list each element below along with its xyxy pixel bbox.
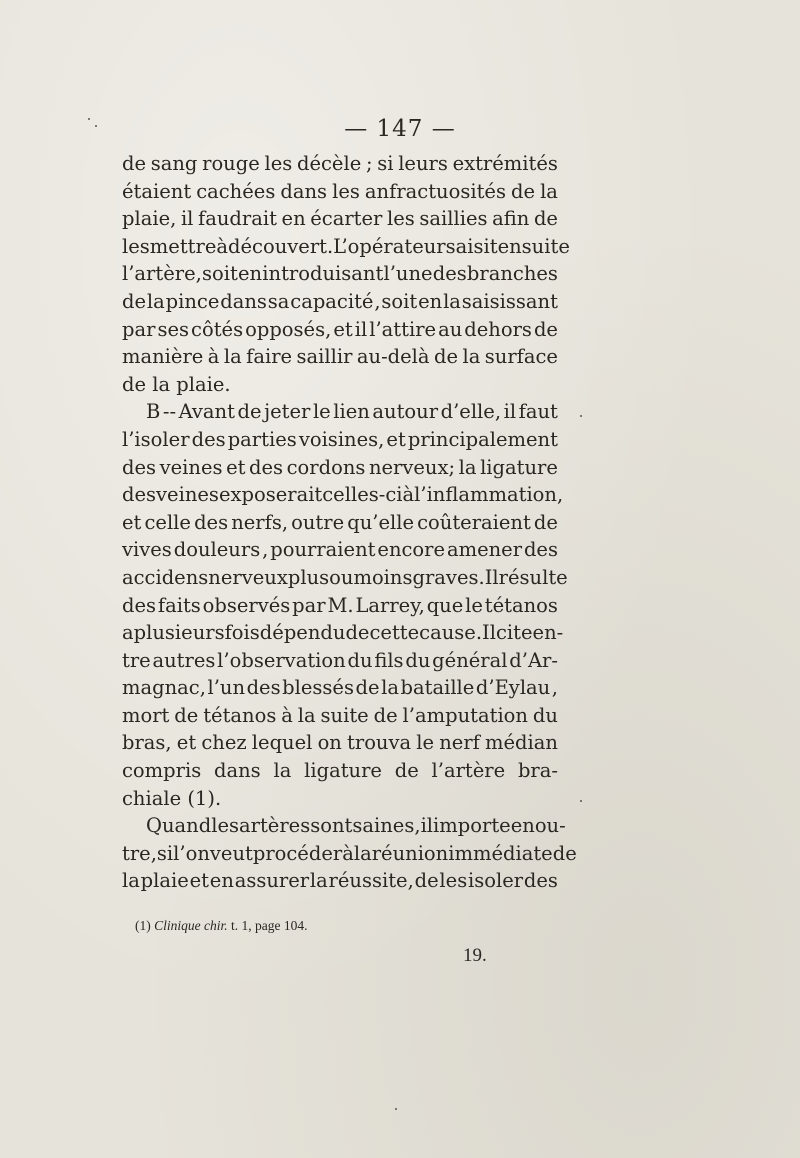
- paper-speck: [88, 118, 90, 120]
- paper-speck: [580, 800, 582, 802]
- text-line: et celle des nerfs, outre qu’elle coûteraient de: [122, 510, 558, 534]
- text-line: de sang rouge les décèle ; si leurs extrémités: [122, 152, 558, 175]
- footnote-reference: t. 1, page 104.: [231, 918, 308, 933]
- text-line: de la plaie.: [122, 372, 231, 396]
- text-line: manière à la faire saillir au-delà de la surface: [122, 345, 558, 369]
- text-line: compris dans la ligature de l’artère bra-: [122, 759, 558, 783]
- text-line: bras, et chez lequel on trouva le nerf médian: [122, 731, 558, 755]
- footnote: [135, 918, 308, 934]
- footnote-title: Clinique chir.: [154, 918, 228, 933]
- body-text: [122, 150, 577, 895]
- page-number-header: — 147 —: [344, 116, 456, 142]
- text-line: B -- Avant de jeter le lien autour d’elle, il faut: [146, 400, 558, 424]
- text-line: de la pince dans sa capacité , soit en la saisissant: [122, 289, 558, 313]
- text-line: la plaie et en assurer la réussite, de les isoler des: [122, 869, 558, 893]
- text-line: accidens nerveux plus ou moins graves. Il résulte: [122, 565, 568, 589]
- text-line: des veines et des cordons nerveux; la ligature: [122, 455, 558, 479]
- text-line: tre autres l’observation du fils du général d’Ar-: [122, 648, 558, 672]
- text-line: l’isoler des parties voisines, et principalement: [122, 427, 558, 451]
- signature-mark: 19.: [463, 945, 487, 966]
- text-line: des faits observés par M. Larrey, que le tétanos: [122, 593, 558, 617]
- text-line: les mettre à découvert. L’opérateur saisit ensuite: [122, 234, 570, 258]
- text-line: l’artère, soit en introduisant l’une des branches: [122, 262, 558, 286]
- text-line: chiale (1).: [122, 786, 222, 810]
- text-line: magnac, l’un des blessés de la bataille d’Eylau ,: [122, 676, 558, 700]
- text-line: vives douleurs , pourraient encore amener des: [122, 538, 558, 562]
- paper-speck: [580, 415, 582, 417]
- text-line: mort de tétanos à la suite de l’amputation du: [122, 703, 558, 727]
- paper-speck: [95, 125, 97, 127]
- text-line: plaie, il faudrait en écarter les saillies afin de: [122, 207, 558, 231]
- text-line: Quand les artères sont saines, il importe en ou-: [146, 814, 566, 838]
- paper-speck: [395, 1108, 397, 1110]
- text-line: des veines exposerait celles-ci à l’inflammation ,: [122, 483, 564, 507]
- text-line: étaient cachées dans les anfractuosités de la: [122, 179, 558, 203]
- text-line: tre, si l’on veut procéder à la réunion immédiate de: [122, 841, 577, 865]
- text-line: par ses côtés opposés, et il l’attire au dehors de: [122, 317, 558, 341]
- footnote-marker: (1): [135, 918, 151, 933]
- text-line: a plusieurs fois dépendu de cette cause. Il cite en-: [122, 621, 564, 645]
